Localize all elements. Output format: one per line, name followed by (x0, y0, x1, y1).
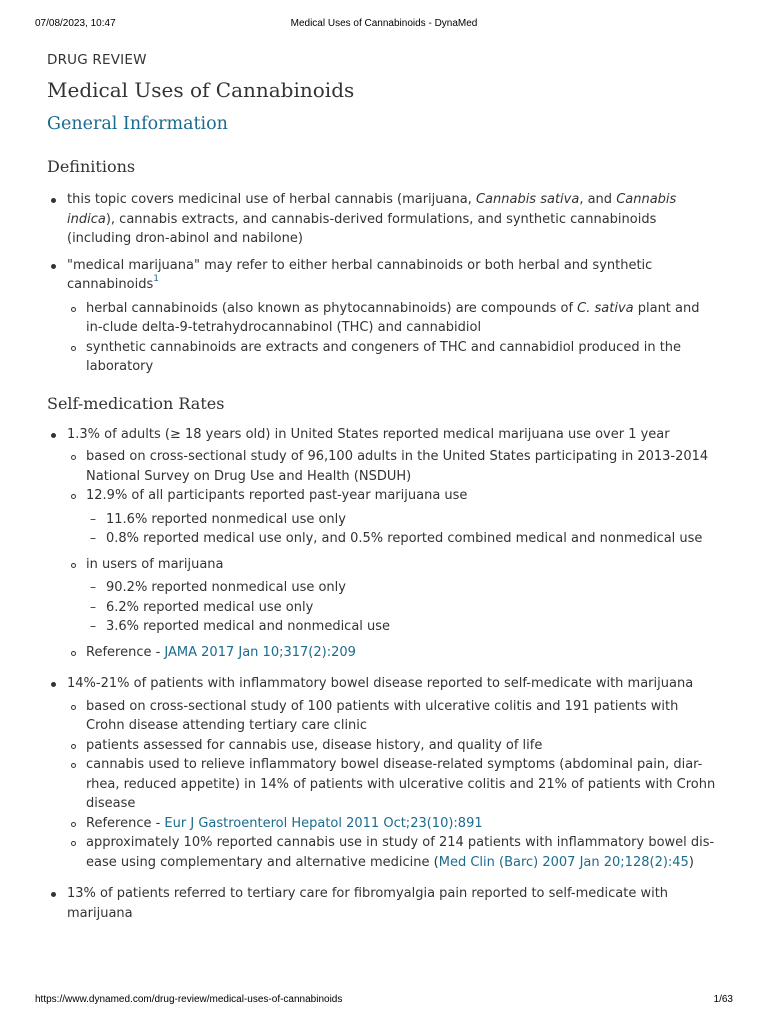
section-title-general-information[interactable]: General Information (47, 114, 228, 134)
print-page-number: 1/63 (713, 994, 733, 1005)
list-item: – 3.6% reported medical and nonmedical use (86, 617, 717, 637)
list-item: Reference - JAMA 2017 Jan 10;317(2):209 (67, 643, 717, 663)
self-medication-list (47, 425, 717, 924)
list-item: approximately 10% reported cannabis use in study of 214 patients with inflammatory bowel dis-ease using complementary and alternative medicine (Med Clin (Barc) 2007 Jan 20;128(2):45) (67, 833, 717, 872)
list-item: based on cross-sectional study of 96,100 adults in the United States participating in 2013-2014 National Survey on Drug Use and Health (NSDUH) (67, 447, 717, 486)
definitions-list (47, 190, 717, 377)
reference-link-med-clin[interactable]: Med Clin (Barc) 2007 Jan 20;128(2):45 (438, 854, 689, 870)
list-item: in users of marijuana – 90.2% reported nonmedical use only – 6.2% reported medical use only – 3.6% reported medical and nonmedical use (67, 555, 717, 637)
print-header (35, 18, 733, 32)
list-item: patients assessed for cannabis use, disease history, and quality of life (67, 736, 717, 756)
page-title: Medical Uses of Cannabinoids (47, 78, 355, 102)
list-item: synthetic cannabinoids are extracts and congeners of THC and cannabidiol produced in the laboratory (67, 338, 717, 377)
footnote-link[interactable]: 1 (153, 274, 159, 284)
print-datetime: 07/08/2023, 10:47 (35, 18, 116, 29)
list-item: based on cross-sectional study of 100 patients with ulcerative colitis and 191 patients with Crohn disease attending tertiary care clinic (67, 697, 717, 736)
list-item: 1.3% of adults (≥ 18 years old) in United States reported medical marijuana use over 1 year based on cross-sectional study of 96,100 adults in the United States participating in 2013-2014 National Survey on Drug Use and Health (NSDUH) 12.9% of all participants reported past-year marijuana use – 11.6% reported nonmedical use only – 0.8% reported medical use only, and 0.5% reported combined medical and nonmedical use in users of marijuana – 90.2% reported nonmedical use only – 6.2% reported medical use only – 3.6% reported medical and nonmedical use Reference - JAMA 2017 Jan 10;317(2):209 (47, 425, 717, 663)
subsection-title-self-medication-rates: Self-medication Rates (47, 393, 225, 413)
list-item: 13% of patients referred to tertiary care for fibromyalgia pain reported to self-medicate with marijuana (47, 884, 717, 923)
doc-category: DRUG REVIEW (47, 52, 147, 68)
list-item: 14%-21% of patients with inflammatory bowel disease reported to self-medicate with marijuana based on cross-sectional study of 100 patients with ulcerative colitis and 191 patients with Crohn disease attending tertiary care clinic patients assessed for cannabis use, disease history, and quality of life cannabis used to relieve inflammatory bowel disease-related symptoms (abdominal pain, diar-rhea, reduced appetite) in 14% of patients with ulcerative colitis and 21% of patients with Crohn disease Reference - Eur J Gastroenterol Hepatol 2011 Oct;23(10):891 approximately 10% reported cannabis use in study of 214 patients with inflammatory bowel dis-ease using complementary and alternative medicine (Med Clin (Barc) 2007 Jan 20;128(2):45) (47, 674, 717, 872)
print-url: https://www.dynamed.com/drug-review/medical-uses-of-cannabinoids (35, 994, 343, 1005)
document-content (47, 50, 717, 923)
list-item: – 90.2% reported nonmedical use only (86, 578, 717, 598)
list-item: 12.9% of all participants reported past-year marijuana use – 11.6% reported nonmedical use only – 0.8% reported medical use only, and 0.5% reported combined medical and nonmedical use (67, 486, 717, 549)
subsection-title-definitions: Definitions (47, 157, 136, 176)
list-item: herbal cannabinoids (also known as phytocannabinoids) are compounds of C. sativa plant and in-clude delta-9-tetrahydrocannabinol (THC) and cannabidiol (67, 299, 717, 338)
list-item: "medical marijuana" may refer to either herbal cannabinoids or both herbal and synthetic cannabinoids$^1$ herbal cannabinoids (also known as phytocannabinoids) are compounds of C. sativa plant and in-clude delta-9-tetrahydrocannabinol (THC) and cannabidiol synthetic cannabinoids are extracts and congeners of THC and cannabidiol produced in the laboratory (47, 256, 717, 377)
list-item: – 11.6% reported nonmedical use only (86, 510, 717, 530)
list-item: – 0.8% reported medical use only, and 0.5% reported combined medical and nonmedical use (86, 529, 717, 549)
list-item: – 6.2% reported medical use only (86, 598, 717, 618)
print-footer (35, 994, 733, 1008)
reference-link-jama[interactable]: JAMA 2017 Jan 10;317(2):209 (164, 644, 356, 660)
list-item: this topic covers medicinal use of herbal cannabis (marijuana, Cannabis sativa, and Cannabis indica), cannabis extracts, and cannabis-derived formulations, and synthetic cannabinoids (including dron-abinol and nabilone) (47, 190, 717, 249)
list-item: cannabis used to relieve inflammatory bowel disease-related symptoms (abdominal pain, diar-rhea, reduced appetite) in 14% of patients with ulcerative colitis and 21% of patients with Crohn disease (67, 755, 717, 814)
print-title: Medical Uses of Cannabinoids - DynaMed (290, 18, 478, 29)
reference-link-eur-j-gastroenterol[interactable]: Eur J Gastroenterol Hepatol 2011 Oct;23(10):891 (164, 815, 483, 831)
list-item: Reference - Eur J Gastroenterol Hepatol 2011 Oct;23(10):891 (67, 814, 717, 834)
